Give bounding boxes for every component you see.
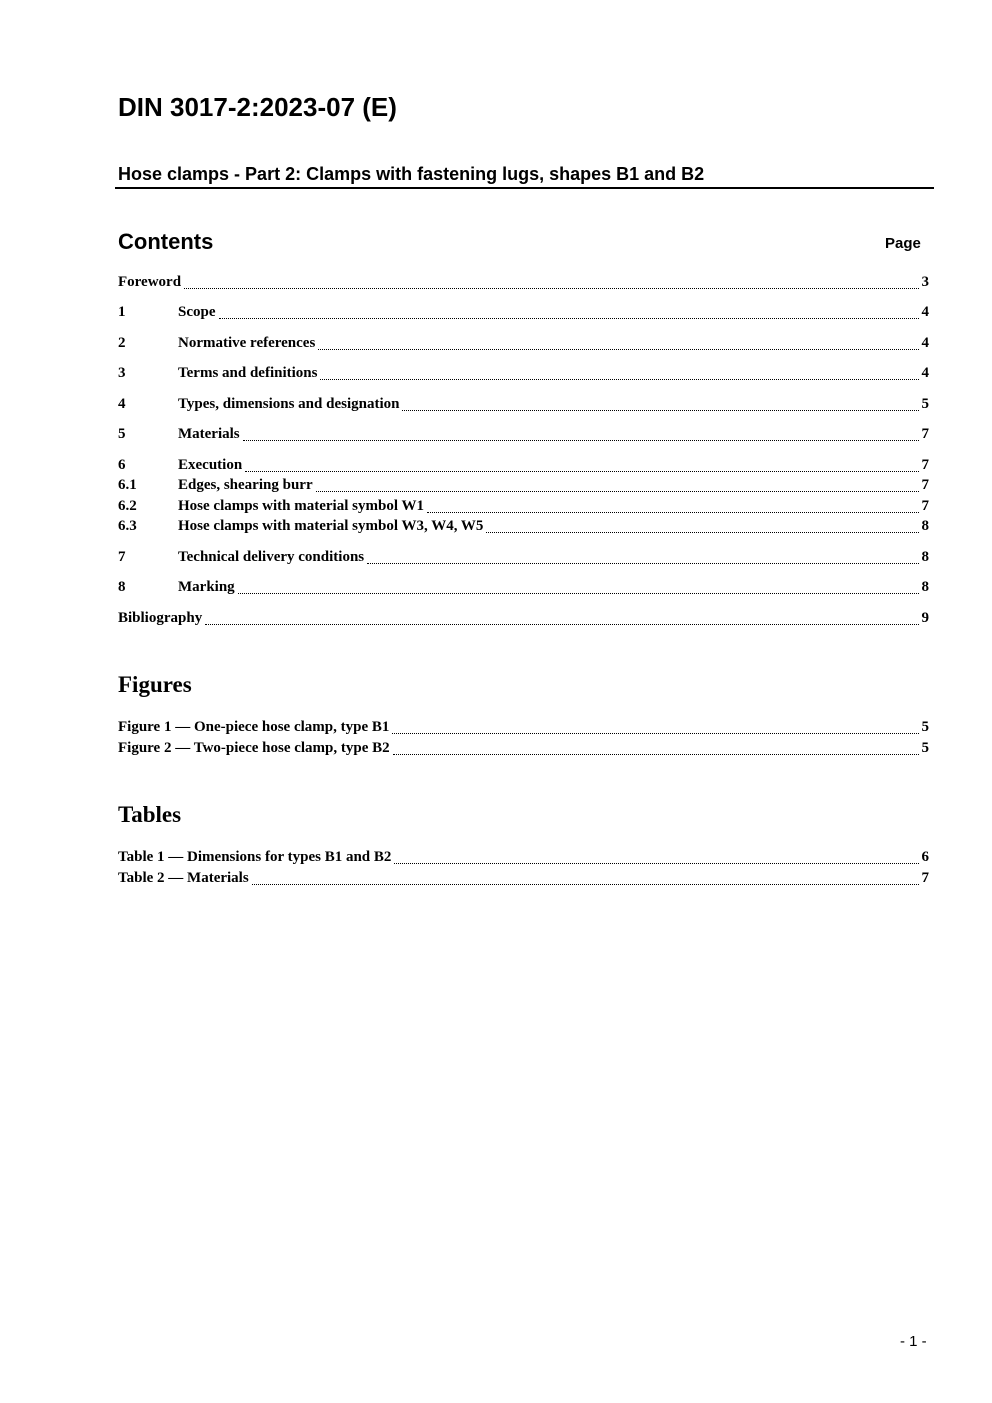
toc-entry-title: Terms and definitions: [178, 365, 318, 381]
figure-entry-1[interactable]: [118, 719, 929, 739]
table-entry-title: Table 1 — Dimensions for types B1 and B2: [118, 849, 392, 865]
table-entry-2[interactable]: [118, 870, 929, 890]
toc-entry-page: 7: [921, 457, 929, 473]
toc-entry-title: Scope: [178, 304, 216, 320]
dot-leader: [243, 439, 919, 441]
toc-entry-title: Hose clamps with material symbol W1: [178, 498, 424, 514]
figure-entry-title: Figure 1 — One-piece hose clamp, type B1: [118, 719, 390, 735]
toc-entry-title: Technical delivery conditions: [178, 549, 365, 565]
toc-entry-execution[interactable]: [118, 457, 929, 477]
toc-entry-title: Foreword: [118, 274, 182, 290]
toc-entry-number: 6.1: [118, 477, 137, 493]
dot-leader: [252, 883, 919, 885]
dot-leader: [393, 753, 919, 755]
toc-entry-page: 3: [921, 274, 929, 290]
toc-entry-page: 7: [921, 498, 929, 514]
dot-leader: [318, 348, 918, 350]
page-column-label: Page: [885, 235, 921, 252]
table-entry-page: 6: [921, 849, 929, 865]
toc-entry-number: 1: [118, 304, 126, 320]
figure-entry-page: 5: [921, 719, 929, 735]
toc-entry-number: 2: [118, 335, 126, 351]
toc-entry-title: Bibliography: [118, 610, 203, 626]
toc-entry-number: 6: [118, 457, 126, 473]
toc-entry-technical-delivery[interactable]: [118, 549, 929, 569]
toc-entry-title: Execution: [178, 457, 243, 473]
dot-leader: [316, 490, 919, 492]
toc-entry-title: Materials: [178, 426, 240, 442]
contents-heading: Contents: [118, 229, 214, 254]
toc-entry-bibliography[interactable]: [118, 610, 929, 630]
toc-entry-edges-shearing-burr[interactable]: [118, 477, 929, 497]
figure-entry-title: Figure 2 — Two-piece hose clamp, type B2: [118, 740, 390, 756]
toc-entry-title: Types, dimensions and designation: [178, 396, 400, 412]
toc-entry-page: 8: [921, 549, 929, 565]
tables-heading: Tables: [118, 802, 182, 827]
toc-entry-page: 8: [921, 579, 929, 595]
toc-entry-marking[interactable]: [118, 579, 929, 599]
toc-entry-number: 6.3: [118, 518, 137, 534]
toc-entry-number: 4: [118, 396, 126, 412]
dot-leader: [486, 531, 918, 533]
toc-entry-number: 7: [118, 549, 126, 565]
toc-entry-title: Hose clamps with material symbol W3, W4, W5: [178, 518, 484, 534]
dot-leader: [367, 562, 918, 564]
toc-entry-types-dimensions[interactable]: [118, 396, 929, 416]
toc-entry-number: 6.2: [118, 498, 137, 514]
toc-entry-material-w3-w4-w5[interactable]: [118, 518, 929, 538]
toc-entry-page: 7: [921, 477, 929, 493]
dot-leader: [238, 592, 919, 594]
figure-entry-2[interactable]: [118, 740, 929, 760]
dot-leader: [219, 317, 919, 319]
table-entry-page: 7: [921, 870, 929, 886]
dot-leader: [392, 732, 918, 734]
toc-entry-foreword[interactable]: [118, 274, 929, 294]
toc-entry-title: Normative references: [178, 335, 316, 351]
table-entry-title: Table 2 — Materials: [118, 870, 249, 886]
dot-leader: [184, 287, 918, 289]
figures-heading: Figures: [118, 672, 192, 697]
footer-page-number: - 1 -: [900, 1333, 927, 1350]
dot-leader: [245, 470, 918, 472]
document-subtitle: Hose clamps - Part 2: Clamps with fastening lugs, shapes B1 and B2: [118, 164, 705, 184]
toc-entry-materials[interactable]: [118, 426, 929, 446]
dot-leader: [427, 511, 919, 513]
toc-entry-page: 8: [921, 518, 929, 534]
toc-entry-title: Edges, shearing burr: [178, 477, 313, 493]
toc-entry-page: 4: [921, 335, 929, 351]
toc-entry-number: 5: [118, 426, 126, 442]
toc-entry-material-w1[interactable]: [118, 498, 929, 518]
figure-entry-page: 5: [921, 740, 929, 756]
table-entry-1[interactable]: [118, 849, 929, 869]
toc-entry-number: 8: [118, 579, 126, 595]
title-rule: [115, 187, 934, 189]
toc-entry-number: 3: [118, 365, 126, 381]
document-title: DIN 3017-2:2023-07 (E): [118, 92, 397, 122]
toc-entry-page: 4: [921, 304, 929, 320]
toc-entry-scope[interactable]: [118, 304, 929, 324]
toc-entry-page: 9: [921, 610, 929, 626]
toc-entry-page: 7: [921, 426, 929, 442]
toc-entry-terms-definitions[interactable]: [118, 365, 929, 385]
toc-entry-title: Marking: [178, 579, 235, 595]
dot-leader: [402, 409, 918, 411]
dot-leader: [205, 623, 918, 625]
dot-leader: [320, 378, 918, 380]
toc-entry-normative-references[interactable]: [118, 335, 929, 355]
dot-leader: [394, 862, 918, 864]
toc-entry-page: 5: [921, 396, 929, 412]
toc-entry-page: 4: [921, 365, 929, 381]
